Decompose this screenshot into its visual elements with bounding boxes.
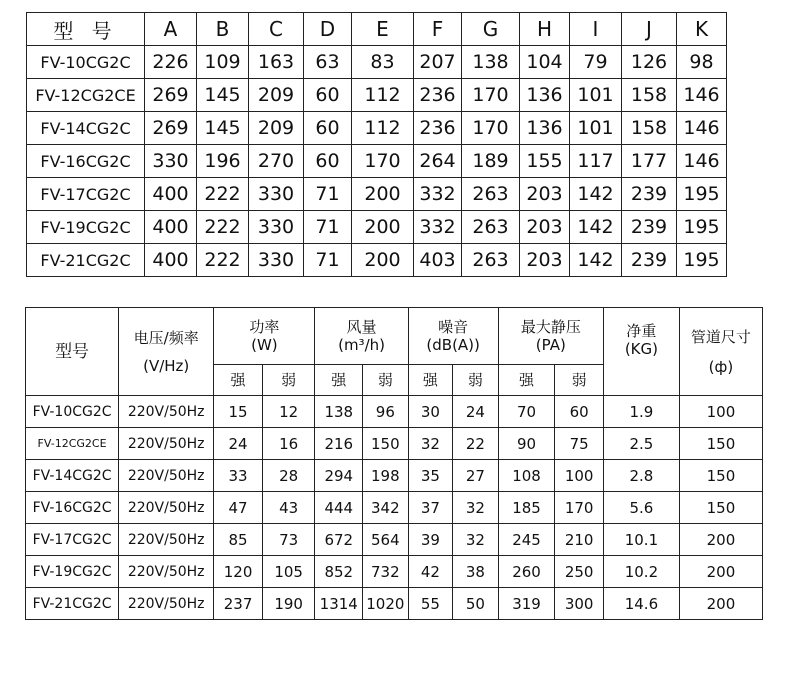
spec-air-weak-cell: 342 [363, 492, 409, 524]
spec-pa-strong-cell: 70 [498, 396, 555, 428]
spec-weight-cell: 10.1 [603, 524, 679, 556]
spec-table-row [26, 428, 763, 460]
dimension-value-cell: 145 [197, 79, 249, 112]
spec-duct-cell: 100 [679, 396, 762, 428]
dimension-value-cell: 155 [520, 145, 570, 178]
spec-noise-weak-cell: 32 [453, 492, 499, 524]
dimension-table-row [27, 46, 727, 79]
spec-model-cell: FV-17CG2C [26, 524, 119, 556]
spec-voltage-header [119, 308, 214, 396]
spec-duct-cell: 150 [679, 428, 762, 460]
spec-weight-header-label: 净重 [626, 322, 657, 340]
spec-table-row [26, 556, 763, 588]
dimension-value-cell: 112 [352, 112, 414, 145]
spec-table-row [26, 396, 763, 428]
spec-power-strong-cell: 120 [214, 556, 263, 588]
dimension-value-cell: 158 [622, 112, 677, 145]
dimension-value-cell: 330 [249, 244, 304, 277]
spec-noise-strong-cell: 32 [408, 428, 453, 460]
specification-table [25, 307, 763, 620]
dimension-value-cell: 236 [414, 79, 462, 112]
dimension-table-row [27, 244, 727, 277]
spec-power-weak-cell: 43 [262, 492, 315, 524]
spec-power-weak-cell: 28 [262, 460, 315, 492]
spec-pa-weak-cell: 210 [555, 524, 604, 556]
spec-air-strong-cell: 294 [315, 460, 363, 492]
dimension-value-cell: 117 [570, 145, 622, 178]
spec-noise-strong-cell: 30 [408, 396, 453, 428]
spec-noise-weak-cell: 38 [453, 556, 499, 588]
dimension-value-cell: 136 [520, 112, 570, 145]
spec-noise-header [408, 308, 498, 365]
dimension-value-cell: 269 [145, 112, 197, 145]
dimension-column-header: F [414, 13, 462, 46]
spec-pa-strong-cell: 319 [498, 588, 555, 620]
dimension-header-row [27, 13, 727, 46]
spec-air-weak-cell: 96 [363, 396, 409, 428]
dimension-column-header: H [520, 13, 570, 46]
dimension-model-cell: FV-21CG2C [27, 244, 145, 277]
spec-weight-cell: 14.6 [603, 588, 679, 620]
spec-airflow-header-label: 风量 [346, 318, 377, 336]
dimension-value-cell: 83 [352, 46, 414, 79]
spec-pa-weak-cell: 60 [555, 396, 604, 428]
dimension-value-cell: 195 [677, 211, 727, 244]
spec-pa-strong-cell: 260 [498, 556, 555, 588]
spec-air-strong-cell: 138 [315, 396, 363, 428]
dimension-value-cell: 98 [677, 46, 727, 79]
dimension-value-cell: 79 [570, 46, 622, 79]
dimension-value-cell: 239 [622, 178, 677, 211]
spec-air-strong-cell: 216 [315, 428, 363, 460]
spec-pa-weak-cell: 170 [555, 492, 604, 524]
spec-duct-header [679, 308, 762, 396]
spec-power-header-unit: (W) [251, 336, 278, 354]
dimension-value-cell: 195 [677, 178, 727, 211]
spec-power-weak-cell: 105 [262, 556, 315, 588]
spec-weight-cell: 2.8 [603, 460, 679, 492]
dimension-value-cell: 158 [622, 79, 677, 112]
dimension-value-cell: 177 [622, 145, 677, 178]
spec-table-row [26, 492, 763, 524]
spec-duct-header-label: 管道尺寸 [690, 327, 751, 346]
spec-model-cell: FV-14CG2C [26, 460, 119, 492]
dimension-value-cell: 60 [304, 79, 352, 112]
dimension-column-header: B [197, 13, 249, 46]
dimension-value-cell: 209 [249, 79, 304, 112]
spec-table-row [26, 460, 763, 492]
dimension-value-cell: 207 [414, 46, 462, 79]
spec-pa-strong-cell: 90 [498, 428, 555, 460]
dimension-table-row [27, 178, 727, 211]
spec-pressure-header-unit: (PA) [535, 336, 566, 354]
spec-airflow-header [315, 308, 408, 365]
dimension-value-cell: 263 [462, 178, 520, 211]
dimension-value-cell: 222 [197, 244, 249, 277]
dimension-column-header: D [304, 13, 352, 46]
dimension-value-cell: 189 [462, 145, 520, 178]
spec-noise-strong-cell: 42 [408, 556, 453, 588]
dimension-value-cell: 264 [414, 145, 462, 178]
spec-pressure-header-label: 最大静压 [520, 318, 581, 336]
spec-air-strong-cell: 852 [315, 556, 363, 588]
spec-weight-cell: 5.6 [603, 492, 679, 524]
spec-noise-weak-cell: 22 [453, 428, 499, 460]
spec-weight-cell: 10.2 [603, 556, 679, 588]
dimension-value-cell: 142 [570, 244, 622, 277]
spec-duct-cell: 200 [679, 556, 762, 588]
spec-noise-strong-header: 强 [408, 365, 453, 396]
spec-noise-strong-cell: 37 [408, 492, 453, 524]
spec-voltage-cell: 220V/50Hz [119, 492, 214, 524]
dimension-value-cell: 239 [622, 244, 677, 277]
spec-power-weak-header: 弱 [262, 365, 315, 396]
spec-weight-cell: 1.9 [603, 396, 679, 428]
spec-pa-strong-cell: 245 [498, 524, 555, 556]
spec-voltage-cell: 220V/50Hz [119, 524, 214, 556]
spec-model-cell: FV-10CG2C [26, 396, 119, 428]
dimension-model-cell: FV-17CG2C [27, 178, 145, 211]
spec-power-header [214, 308, 315, 365]
dimension-value-cell: 239 [622, 211, 677, 244]
dimension-value-cell: 146 [677, 145, 727, 178]
dimension-model-cell: FV-12CG2CE [27, 79, 145, 112]
dimension-value-cell: 226 [145, 46, 197, 79]
spec-weight-header [603, 308, 679, 396]
dimension-value-cell: 400 [145, 178, 197, 211]
dimension-value-cell: 400 [145, 244, 197, 277]
dimension-value-cell: 163 [249, 46, 304, 79]
spec-noise-weak-cell: 24 [453, 396, 499, 428]
dimension-value-cell: 142 [570, 178, 622, 211]
spec-pa-weak-cell: 100 [555, 460, 604, 492]
spec-voltage-header-label: 电压/频率 [133, 328, 199, 347]
dimension-value-cell: 269 [145, 79, 197, 112]
dimension-table-row [27, 79, 727, 112]
dimension-table-row [27, 145, 727, 178]
spec-duct-cell: 150 [679, 492, 762, 524]
dimension-value-cell: 138 [462, 46, 520, 79]
spec-pressure-weak-header: 弱 [555, 365, 604, 396]
dimension-value-cell: 403 [414, 244, 462, 277]
spec-model-cell: FV-16CG2C [26, 492, 119, 524]
spec-pressure-header [498, 308, 603, 365]
dimension-value-cell: 101 [570, 79, 622, 112]
dimension-value-cell: 196 [197, 145, 249, 178]
spec-model-cell: FV-21CG2C [26, 588, 119, 620]
spec-power-weak-cell: 12 [262, 396, 315, 428]
spec-noise-weak-cell: 32 [453, 524, 499, 556]
spec-voltage-cell: 220V/50Hz [119, 428, 214, 460]
spec-pa-weak-cell: 250 [555, 556, 604, 588]
dimension-value-cell: 209 [249, 112, 304, 145]
spec-noise-header-unit: (dB(A)) [426, 336, 480, 354]
spec-air-strong-cell: 672 [315, 524, 363, 556]
spec-header-row [26, 308, 763, 365]
spec-voltage-cell: 220V/50Hz [119, 396, 214, 428]
dimension-value-cell: 200 [352, 211, 414, 244]
spec-air-weak-cell: 1020 [363, 588, 409, 620]
dimension-value-cell: 263 [462, 244, 520, 277]
spec-table-row [26, 524, 763, 556]
spec-air-weak-cell: 564 [363, 524, 409, 556]
dimension-column-header: G [462, 13, 520, 46]
dimension-value-cell: 200 [352, 178, 414, 211]
dimension-value-cell: 170 [462, 79, 520, 112]
spec-noise-strong-cell: 55 [408, 588, 453, 620]
spec-air-weak-cell: 198 [363, 460, 409, 492]
spec-airflow-header-unit: (m³/h) [338, 336, 385, 354]
spec-weight-cell: 2.5 [603, 428, 679, 460]
dimension-value-cell: 270 [249, 145, 304, 178]
spec-power-weak-cell: 73 [262, 524, 315, 556]
dimension-value-cell: 60 [304, 145, 352, 178]
dimension-model-cell: FV-10CG2C [27, 46, 145, 79]
spec-power-strong-cell: 24 [214, 428, 263, 460]
dimension-value-cell: 71 [304, 178, 352, 211]
spec-pa-strong-cell: 185 [498, 492, 555, 524]
spec-voltage-cell: 220V/50Hz [119, 588, 214, 620]
spec-duct-header-unit: (ф) [708, 357, 734, 376]
spec-pressure-strong-header: 强 [498, 365, 555, 396]
dimension-value-cell: 63 [304, 46, 352, 79]
dimension-table-row [27, 211, 727, 244]
spec-power-strong-cell: 47 [214, 492, 263, 524]
spec-noise-weak-header: 弱 [453, 365, 499, 396]
dimension-value-cell: 136 [520, 79, 570, 112]
dimension-value-cell: 101 [570, 112, 622, 145]
spec-power-strong-cell: 85 [214, 524, 263, 556]
dimension-model-header: 型 号 [27, 13, 145, 46]
dimension-value-cell: 236 [414, 112, 462, 145]
dimension-model-cell: FV-19CG2C [27, 211, 145, 244]
spec-airflow-weak-header: 弱 [363, 365, 409, 396]
spec-pa-weak-cell: 300 [555, 588, 604, 620]
dimension-value-cell: 170 [352, 145, 414, 178]
spec-voltage-cell: 220V/50Hz [119, 556, 214, 588]
spec-air-weak-cell: 732 [363, 556, 409, 588]
spec-power-weak-cell: 16 [262, 428, 315, 460]
dimension-value-cell: 71 [304, 211, 352, 244]
dimension-value-cell: 332 [414, 178, 462, 211]
dimension-value-cell: 146 [677, 112, 727, 145]
spec-power-strong-cell: 237 [214, 588, 263, 620]
spec-power-strong-header: 强 [214, 365, 263, 396]
spec-model-cell: FV-19CG2C [26, 556, 119, 588]
spec-duct-cell: 200 [679, 524, 762, 556]
dimension-column-header: C [249, 13, 304, 46]
dimension-value-cell: 400 [145, 211, 197, 244]
spec-noise-strong-cell: 35 [408, 460, 453, 492]
spec-pa-strong-cell: 108 [498, 460, 555, 492]
dimension-model-cell: FV-16CG2C [27, 145, 145, 178]
dimension-value-cell: 109 [197, 46, 249, 79]
dimension-value-cell: 200 [352, 244, 414, 277]
dimension-value-cell: 71 [304, 244, 352, 277]
spec-weight-header-unit: (KG) [624, 340, 658, 358]
spec-voltage-cell: 220V/50Hz [119, 460, 214, 492]
dimension-value-cell: 142 [570, 211, 622, 244]
dimension-value-cell: 203 [520, 178, 570, 211]
dimension-value-cell: 222 [197, 178, 249, 211]
dimension-value-cell: 203 [520, 211, 570, 244]
dimension-column-header: A [145, 13, 197, 46]
spec-power-strong-cell: 33 [214, 460, 263, 492]
spec-air-weak-cell: 150 [363, 428, 409, 460]
spec-table-row [26, 588, 763, 620]
spec-duct-cell: 150 [679, 460, 762, 492]
dimension-value-cell: 332 [414, 211, 462, 244]
spec-power-header-label: 功率 [249, 318, 280, 336]
dimension-table [26, 12, 727, 277]
spec-airflow-strong-header: 强 [315, 365, 363, 396]
dimension-value-cell: 126 [622, 46, 677, 79]
spec-pa-weak-cell: 75 [555, 428, 604, 460]
spec-noise-weak-cell: 50 [453, 588, 499, 620]
dimension-column-header: E [352, 13, 414, 46]
dimension-value-cell: 170 [462, 112, 520, 145]
spec-duct-cell: 200 [679, 588, 762, 620]
dimension-column-header: I [570, 13, 622, 46]
dimension-value-cell: 263 [462, 211, 520, 244]
dimension-value-cell: 330 [145, 145, 197, 178]
dimension-column-header: K [677, 13, 727, 46]
dimension-value-cell: 330 [249, 211, 304, 244]
dimension-value-cell: 60 [304, 112, 352, 145]
spec-air-strong-cell: 1314 [315, 588, 363, 620]
dimension-model-cell: FV-14CG2C [27, 112, 145, 145]
spec-air-strong-cell: 444 [315, 492, 363, 524]
spec-noise-weak-cell: 27 [453, 460, 499, 492]
spec-power-weak-cell: 190 [262, 588, 315, 620]
dimension-table-row [27, 112, 727, 145]
spec-model-header: 型号 [26, 308, 119, 396]
dimension-value-cell: 112 [352, 79, 414, 112]
dimension-value-cell: 146 [677, 79, 727, 112]
dimension-value-cell: 145 [197, 112, 249, 145]
dimension-value-cell: 330 [249, 178, 304, 211]
dimension-value-cell: 203 [520, 244, 570, 277]
dimension-value-cell: 195 [677, 244, 727, 277]
spec-noise-strong-cell: 39 [408, 524, 453, 556]
spec-noise-header-label: 噪音 [438, 318, 469, 336]
dimension-value-cell: 104 [520, 46, 570, 79]
spec-voltage-header-unit: (V/Hz) [143, 356, 190, 375]
dimension-value-cell: 222 [197, 211, 249, 244]
spec-model-cell: FV-12CG2CE [26, 428, 119, 460]
dimension-column-header: J [622, 13, 677, 46]
spec-power-strong-cell: 15 [214, 396, 263, 428]
